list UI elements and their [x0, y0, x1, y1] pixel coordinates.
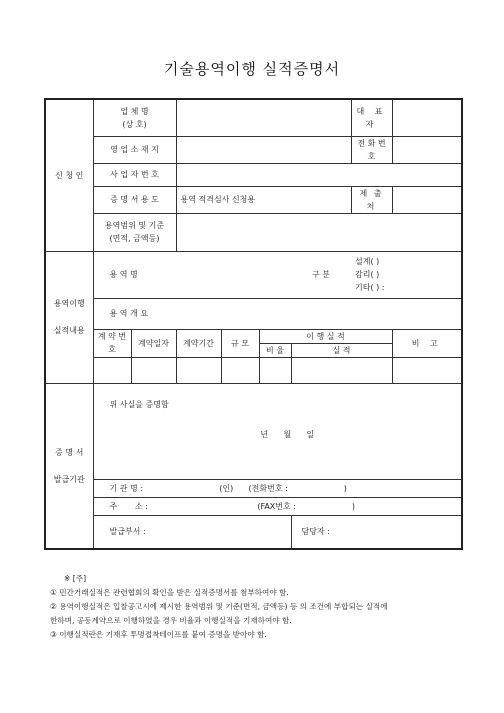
address-line[interactable]: 주 소 : (FAX번호 : )	[93, 497, 462, 515]
contract-period-label: 계약기간	[176, 329, 221, 357]
contract-date-label: 계약일자	[131, 329, 176, 357]
perf-record-label: 이 행 실 적	[259, 329, 392, 343]
submit-to-field[interactable]	[392, 186, 462, 213]
phone-field[interactable]	[392, 136, 462, 163]
remarks-field[interactable]	[392, 357, 462, 383]
company-name-label: 업 체 명 (상 호)	[93, 99, 176, 136]
contract-date-field[interactable]	[131, 357, 176, 383]
issuing-dept[interactable]: 발급부서 :	[93, 515, 291, 549]
contract-no-label: 계 약 번 호	[93, 329, 131, 357]
note-item: 한하며, 공동계약으로 이행하였을 경우 비율과 이행실적을 기재하여야 함.	[50, 616, 292, 625]
ratio-label: 비 율	[259, 343, 291, 357]
submit-to-label: 제 출 처	[351, 186, 392, 213]
note-item: ① 민간거래실적은 관련협회의 확인을 받은 실적증명서를 첨부하여야 함.	[50, 588, 289, 597]
actual-field[interactable]	[291, 357, 392, 383]
agency-line[interactable]: 기 관 명 : (인) (전화번호 : )	[93, 479, 462, 497]
date-line: 년 월 일	[260, 429, 315, 439]
certificate-form	[44, 98, 463, 550]
note-item: ③ 이행실적란은 기재후 투명접착테이프를 붙여 증명을 받아야 함.	[50, 630, 267, 639]
scope-label: 용역범위 및 기준 (면적, 금액등)	[93, 213, 176, 251]
category-label: 구 분	[291, 251, 351, 298]
scale-field[interactable]	[221, 357, 259, 383]
purpose-label: 증 명 서 용 도	[93, 186, 176, 213]
applicant-section-label: 신 청 인	[45, 99, 93, 251]
performance-section-label: 용역이행 실적내용	[45, 251, 93, 383]
address-field[interactable]	[176, 136, 351, 163]
purpose-value: 용역 적격심사 신청용	[176, 186, 351, 213]
ratio-field[interactable]	[259, 357, 291, 383]
biz-no-field[interactable]	[176, 163, 462, 186]
statement-text: 위 사실을 증명함	[109, 399, 169, 409]
phone-label: 전 화 번 호	[351, 136, 392, 163]
actual-label: 실 적	[291, 343, 392, 357]
biz-no-label: 사 업 자 번 호	[93, 163, 176, 186]
notes	[50, 572, 480, 642]
representative-label: 대 표 자	[351, 99, 392, 136]
note-item: ② 용역이행실적은 입찰공고시에 제시한 용역범위 및 기준(면적, 금액등) 등 의 조건에 부합되는 실적에	[50, 602, 388, 611]
company-name-field[interactable]	[176, 99, 351, 136]
notes-header: ※ [주]	[64, 574, 87, 583]
contract-period-field[interactable]	[176, 357, 221, 383]
category-options[interactable]: 설계( ) 감리( ) 기타( ) :	[351, 251, 462, 298]
address-label: 영 업 소 재 지	[93, 136, 176, 163]
overview-row[interactable]: 용 역 개 요	[93, 298, 462, 329]
contract-no-field[interactable]	[93, 357, 131, 383]
certifier-section-label: 증 명 서 발급기관	[45, 383, 93, 549]
service-name-label: 용 역 명	[93, 251, 291, 298]
document-title: 기술용역이행 실적증명서	[163, 60, 341, 78]
remarks-label: 비 고	[392, 329, 462, 357]
representative-field[interactable]	[392, 99, 462, 136]
manager[interactable]: 담당자 :	[291, 515, 462, 549]
statement-area	[93, 383, 462, 479]
scale-label: 규 모	[221, 329, 259, 357]
scope-field[interactable]	[176, 213, 462, 251]
